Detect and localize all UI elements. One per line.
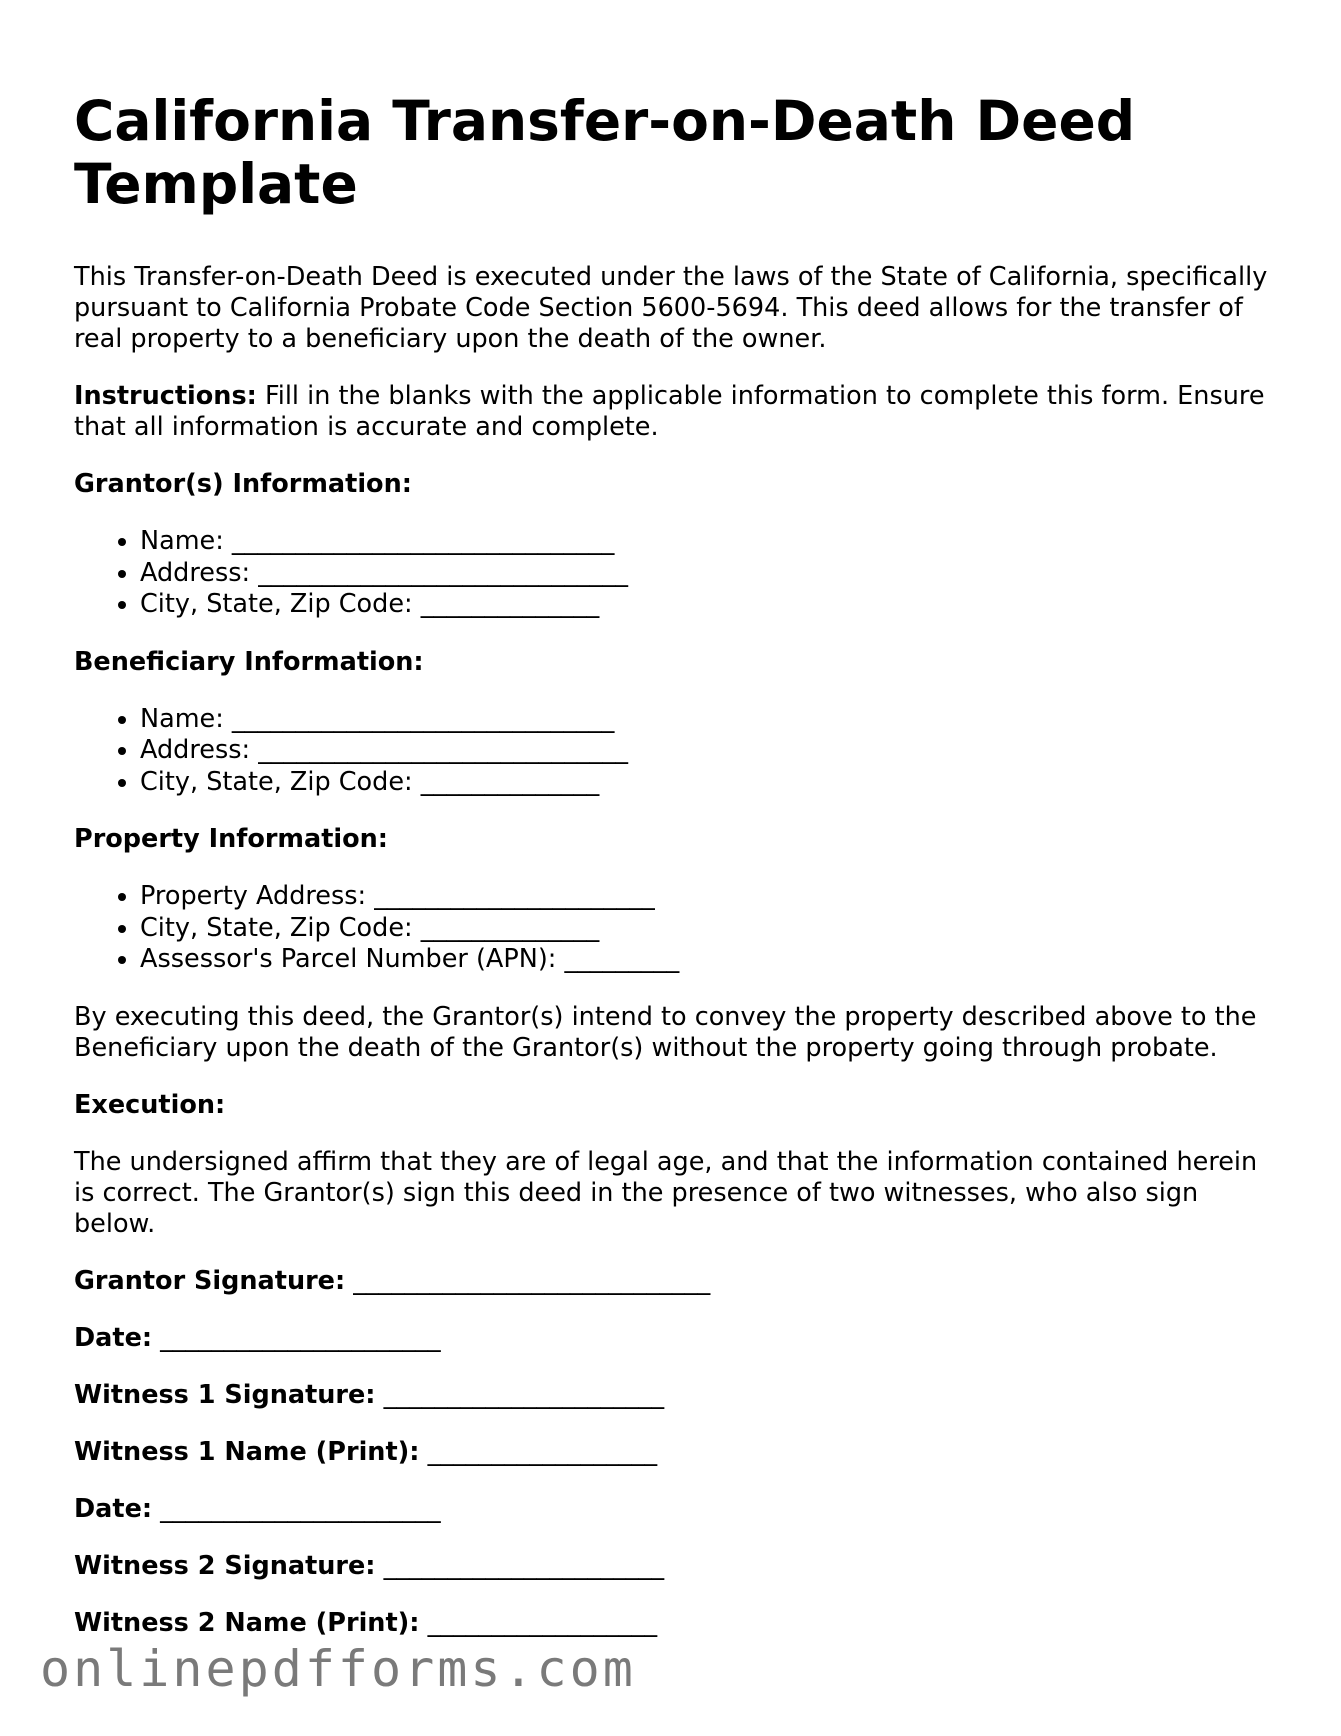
document-page bbox=[74, 90, 1274, 1665]
beneficiary-address-field[interactable]: • Address: _____________________________ bbox=[140, 735, 1274, 767]
grantor-signature-label: Grantor Signature: bbox=[74, 1265, 346, 1296]
witness2-name-line[interactable] bbox=[74, 1608, 1274, 1639]
witness2-name-blank[interactable]: __________________ bbox=[419, 1607, 658, 1638]
property-heading: Property Information: bbox=[74, 824, 389, 854]
grantor-heading: Grantor(s) Information: bbox=[74, 469, 412, 499]
witness-date-label: Date: bbox=[74, 1493, 153, 1524]
witness1-signature-line[interactable] bbox=[74, 1380, 1274, 1411]
witness1-name-label: Witness 1 Name (Print): bbox=[74, 1436, 420, 1467]
witness2-signature-label: Witness 2 Signature: bbox=[74, 1550, 376, 1581]
grantor-city-state-zip-field[interactable]: • City, State, Zip Code: ______________ bbox=[140, 589, 1274, 621]
witness1-signature-label: Witness 1 Signature: bbox=[74, 1379, 376, 1410]
execution-heading: Execution: bbox=[74, 1089, 226, 1120]
grantor-signature-blank[interactable]: ____________________________ bbox=[345, 1265, 711, 1296]
grantor-list bbox=[74, 526, 1274, 621]
beneficiary-city-state-zip-field[interactable]: • City, State, Zip Code: ______________ bbox=[140, 767, 1274, 799]
grantor-date-line[interactable] bbox=[74, 1323, 1274, 1354]
beneficiary-name-field[interactable]: • Name: ______________________________ bbox=[140, 704, 1274, 736]
property-list bbox=[74, 881, 1274, 976]
beneficiary-list bbox=[74, 704, 1274, 799]
witness1-signature-blank[interactable]: ______________________ bbox=[375, 1379, 665, 1410]
witness2-signature-line[interactable] bbox=[74, 1551, 1274, 1582]
property-city-state-zip-field[interactable]: • City, State, Zip Code: ______________ bbox=[140, 913, 1274, 945]
watermark-text: onlinepdfforms.com bbox=[40, 1640, 636, 1698]
witness2-name-label: Witness 2 Name (Print): bbox=[74, 1607, 420, 1638]
instructions-text: Fill in the blanks with the applicable information to complete this form. Ensure that all information is accurate and complete. bbox=[74, 381, 1265, 442]
intro-paragraph: This Transfer-on-Death Deed is executed under the laws of the State of California, specifically pursuant to California Probate Code Section 5600-5694. This deed allows for the transfer of real property to a beneficiary upon the death of the owner. bbox=[74, 262, 1268, 354]
property-apn-field[interactable]: • Assessor's Parcel Number (APN): _________ bbox=[140, 944, 1274, 976]
witness1-name-blank[interactable]: __________________ bbox=[419, 1436, 658, 1467]
document-title: California Transfer-on-Death Deed Template bbox=[74, 89, 1136, 216]
witness-date-blank[interactable]: ______________________ bbox=[152, 1493, 441, 1524]
instructions-paragraph bbox=[74, 381, 1274, 443]
convey-paragraph: By executing this deed, the Grantor(s) intend to convey the property described above to the Beneficiary upon the death of the Grantor(s) without the property going through probate. bbox=[74, 1001, 1257, 1063]
grantor-date-blank[interactable]: ______________________ bbox=[152, 1322, 441, 1353]
witness-date-line[interactable] bbox=[74, 1494, 1274, 1525]
grantor-name-field[interactable]: • Name: ______________________________ bbox=[140, 526, 1274, 558]
grantor-address-field[interactable]: • Address: _____________________________ bbox=[140, 558, 1274, 590]
execution-paragraph: The undersigned affirm that they are of legal age, and that the information contained herein is correct. The Grantor(s) sign this deed in the presence of two witnesses, who also sign below. bbox=[74, 1146, 1258, 1239]
witness2-signature-blank[interactable]: ______________________ bbox=[375, 1550, 665, 1581]
grantor-signature-line[interactable] bbox=[74, 1266, 1274, 1297]
witness1-name-line[interactable] bbox=[74, 1437, 1274, 1468]
property-address-field[interactable]: • Property Address: ______________________ bbox=[140, 881, 1274, 913]
grantor-date-label: Date: bbox=[74, 1322, 153, 1353]
instructions-label: Instructions: bbox=[74, 381, 257, 411]
beneficiary-heading: Beneficiary Information: bbox=[74, 646, 424, 677]
